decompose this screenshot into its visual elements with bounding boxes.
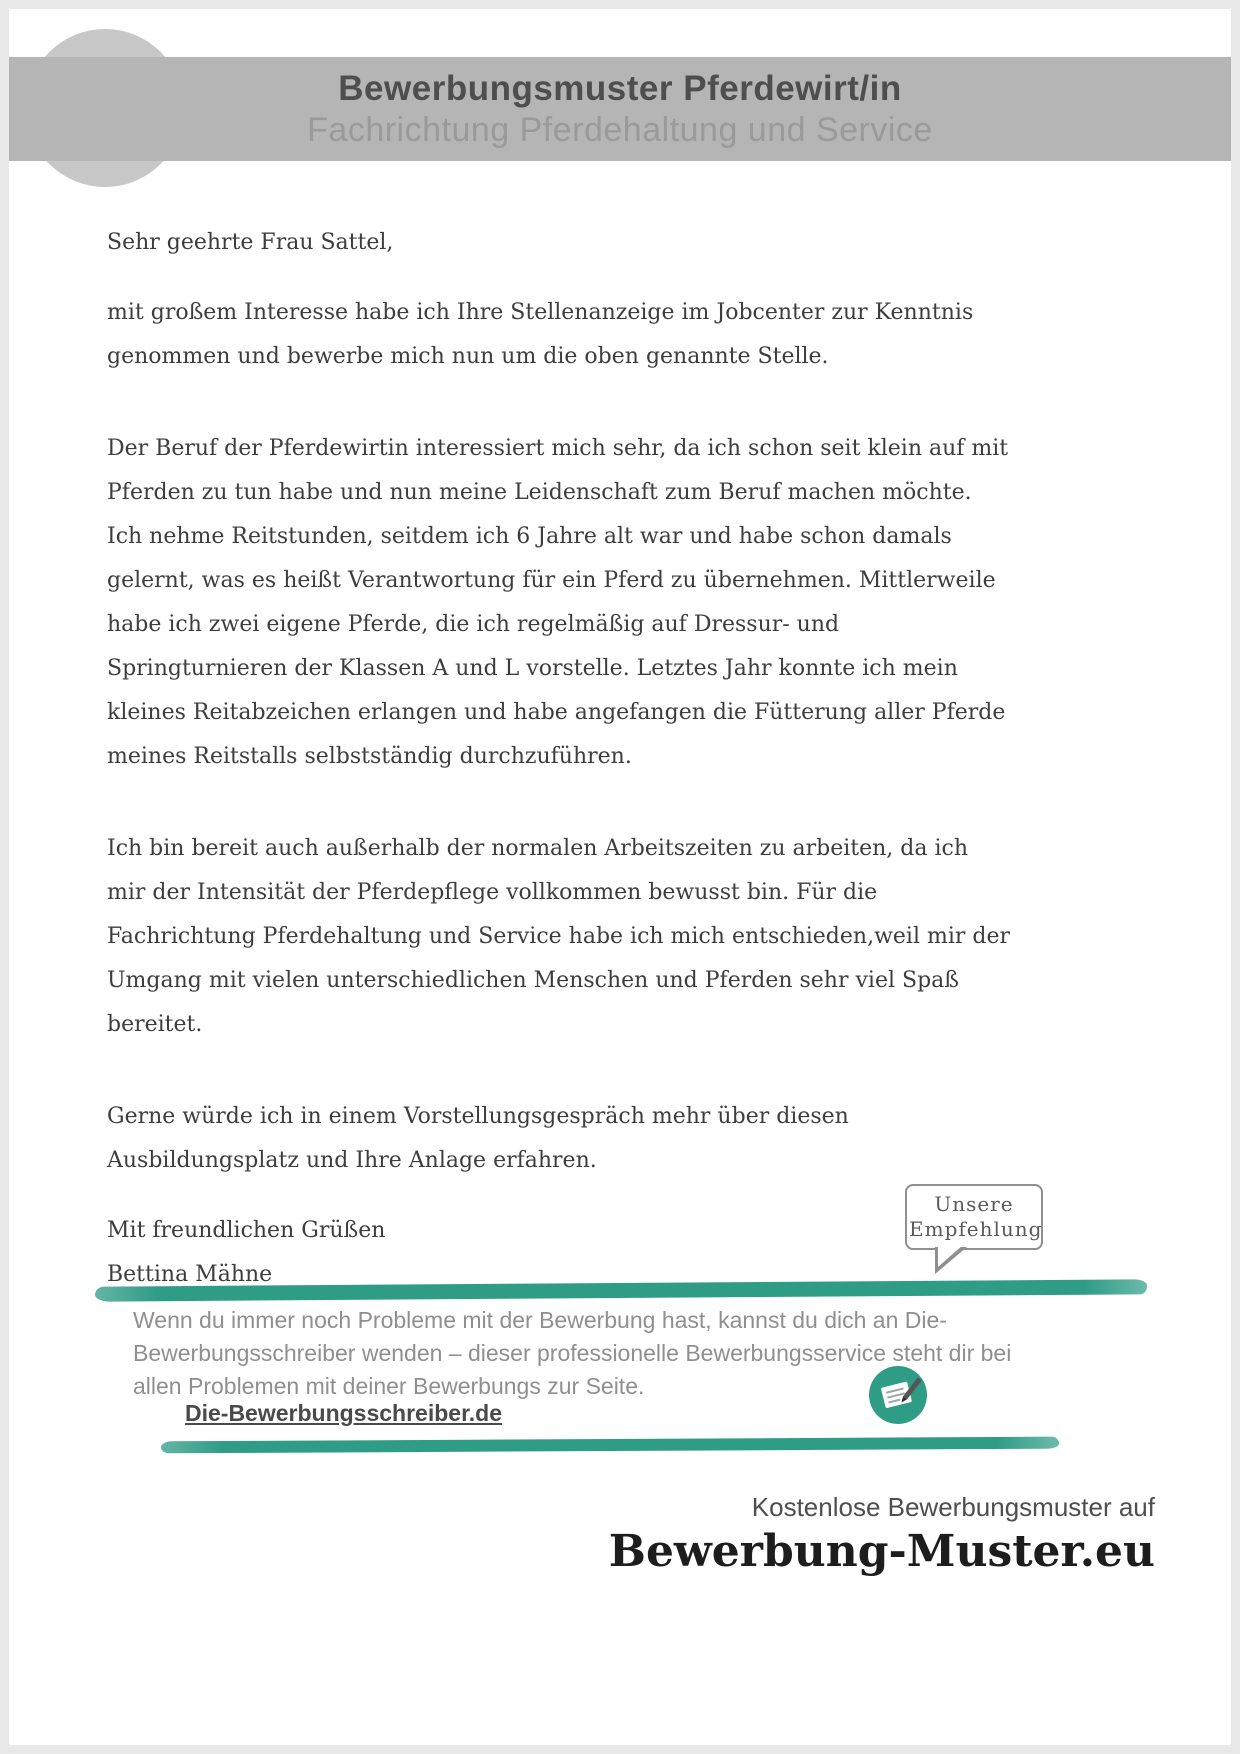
header-banner	[9, 57, 1231, 161]
letter-paragraph: Gerne würde ich in einem Vorstellungsgespräch mehr über diesen Ausbildungsplatz und Ihre Anlage erfahren.	[107, 1104, 849, 1173]
page-subtitle: Fachrichtung Pferdehaltung und Service	[307, 111, 933, 149]
letter-paragraph: Der Beruf der Pferdewirtin interessiert mich sehr, da ich schon seit klein auf mit Pferden zu tun habe und nun meine Leidenschaft zum Beruf machen möchte. Ich nehme Reitstunden, seitdem ich 6 Jahre alt war und habe schon damals gelernt, was es heißt Verantwortung für ein Pferd zu übernehmen. Mittlerweile habe ich zwei eigene Pferde, die ich regelmäßig auf Dressur- und Springturnieren der Klassen A und L vorstelle. Letztes Jahr konnte ich mein kleines Reitabzeichen erlangen und habe angefangen die Fütterung aller Pferde meines Reitstalls selbstständig durchzuführen.	[107, 436, 1009, 769]
document-page	[9, 9, 1231, 1745]
footer-brand: Bewerbung-Muster.eu	[608, 1526, 1155, 1577]
brush-stroke-bottom	[161, 1437, 1059, 1454]
promo-text: Wenn du immer noch Probleme mit der Bewerbung hast, kannst du dich an Die-Bewerbungsschreiber wenden – dieser professionelle Bewerbungsservice steht dir bei allen Problemen mit deiner Bewerbungs zur Seite.	[133, 1307, 1012, 1399]
footer-tagline: Kostenlose Bewerbungsmuster auf	[751, 1492, 1155, 1522]
footer	[609, 1490, 1155, 1578]
promo-link[interactable]: Die-Bewerbungsschreiber.de	[185, 1400, 502, 1426]
letter-closing: Mit freundlichen Grüßen	[107, 1218, 386, 1243]
page-title: Bewerbungsmuster Pferdewirt/in	[338, 69, 902, 108]
letter-signature: Bettina Mähne	[107, 1262, 273, 1287]
recommendation-bubble: Unsere Empfehlung	[905, 1184, 1043, 1250]
letter-greeting: Sehr geehrte Frau Sattel,	[107, 230, 394, 255]
letter-paragraph: mit großem Interesse habe ich Ihre Stellenanzeige im Jobcenter zur Kenntnis genommen und bewerbe mich nun um die oben genannte Stelle.	[107, 300, 974, 369]
notepad-pencil-icon	[868, 1365, 928, 1425]
letter-paragraph: Ich bin bereit auch außerhalb der normalen Arbeitszeiten zu arbeiten, da ich mir der Intensität der Pferdepflege vollkommen bewusst bin. Für die Fachrichtung Pferdehaltung und Service habe ich mich entschieden,weil mir der Umgang mit vielen unterschiedlichen Menschen und Pferden sehr viel Spaß bereitet.	[107, 836, 1011, 1037]
letter-body	[107, 221, 1012, 1297]
